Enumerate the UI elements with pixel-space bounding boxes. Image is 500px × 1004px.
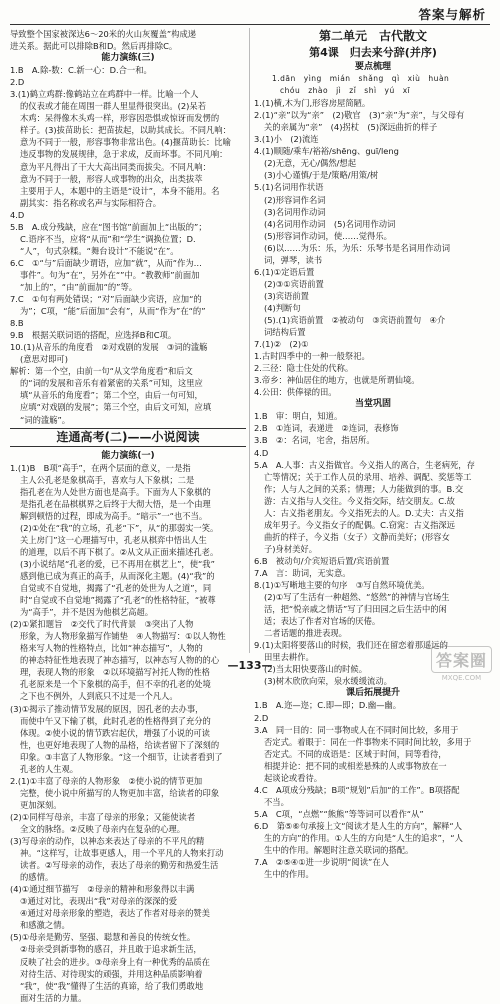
text-line: 3.A 同一目的：同一事物或人在不同时间比较，多用于 bbox=[254, 724, 459, 735]
text-line: (2)③①宾语前置 bbox=[264, 278, 324, 289]
text-line: 填“从音乐的角度看”；第二个空，由后一句可知， bbox=[20, 390, 203, 401]
text-line: 意为不同于一般，形容事物非常出色。(4)揠苗助长：比喻 bbox=[20, 137, 231, 148]
text-line: 解析：第一个空，由前一句“从文学角度看”和后文 bbox=[10, 366, 193, 377]
text-line: (4)①通过细节描写 ②母亲的精神和形象得以丰满 bbox=[10, 884, 195, 895]
text-line: (4)判断句 bbox=[264, 302, 301, 313]
text-line: 第二单元 古代散文 bbox=[318, 29, 427, 43]
text-line: “词的滥觞”。 bbox=[20, 414, 71, 425]
text-line: 2.D bbox=[254, 712, 269, 723]
text-line: 1.B A.迩—迩；C.即—即；D.幽—幽。 bbox=[254, 700, 402, 711]
text-line: 1.B 审：明白，知道。 bbox=[254, 411, 343, 422]
text-line: 对待生活、对待现实的顽强，并用这种品质影响着 bbox=[20, 968, 203, 979]
text-line: 6.C ①“与”后面缺少谓语，应加“就”，从而“作为… bbox=[10, 257, 202, 268]
text-line: 的“词的发展和音乐有着紧密的关系”可知，这里应 bbox=[20, 378, 203, 389]
text-line: 10.(1)从音乐的角度看 ②对戏剧的发展 ③词的滥觞 bbox=[10, 342, 208, 353]
text-line: 5.B A.成分残缺，应在“图书馆”前面加上“出版的”； bbox=[10, 221, 207, 232]
text-line: 5.A C项，“点燃”“熊熊”等等词可以看作“从” bbox=[254, 808, 424, 819]
left-column bbox=[10, 28, 246, 1004]
text-line: (5)形容词作动词，使……觉得乐。 bbox=[264, 230, 392, 241]
text-line: 是指孔老在品棋棋界之后终于大彻大悟，是一个由理 bbox=[20, 498, 211, 509]
text-line: 副其实：指名称或名声与实际相符合。 bbox=[20, 197, 162, 208]
text-line: 词，弹琴，读书 bbox=[264, 254, 323, 265]
text-line: 意为不同于一般，形容人或事物的出众，出类拔萃 bbox=[20, 173, 203, 184]
text-line: 为”；C项，“能”后面加“会有”，从而“作为”在“的” bbox=[20, 306, 206, 317]
text-line: 读者。②写母亲的动作，表达了母亲的勤劳和热爱生活 bbox=[20, 860, 219, 871]
text-line: 起谈论或看待。 bbox=[264, 772, 323, 783]
text-line: 8.(1)①写晰地主要的句序 ③写自然环境优美。 bbox=[254, 580, 430, 591]
text-line: (6)以……为乐：乐，为乐：乐琴书是名词用作动词 bbox=[264, 242, 450, 253]
text-line: “我”，使“我”懂得了生活的真谛，给了我们勇敢地 bbox=[20, 980, 204, 991]
text-line: 4.C A项成分残缺；B项“规划”后加“的工作”。B项搭配 bbox=[254, 784, 460, 795]
text-line: 成年男子。今义指女子的配偶。C.窃窕：古义指深远 bbox=[264, 519, 455, 530]
text-line: 9.B 根据关联词语的搭配，应选择B和C项。 bbox=[10, 330, 177, 341]
text-line: ③通过对比，表现出“我”对母亲的深深的爱 bbox=[20, 896, 178, 907]
text-line: 完整，使小说中所描写的人物更加丰富，给读者的印象 bbox=[20, 787, 220, 798]
text-line: 6.B 被动句/介宾短语后置/宾语前置 bbox=[254, 555, 390, 566]
text-line: (3)名词用作动词 bbox=[264, 206, 326, 217]
text-line: (2)当太阳快要落山的时候。 bbox=[264, 664, 368, 675]
text-line: 否定式。不同的成语是：区域于时间，同等看待， bbox=[264, 748, 447, 759]
header-rule bbox=[10, 24, 490, 25]
text-line: (5).(1)宾语前置 ②被动句 ③宾语前置句 ④介 bbox=[264, 314, 446, 325]
text-line: C.语序不当，应将“从而”和“学生”调换位置；D. bbox=[20, 233, 196, 244]
text-line: 反映了社会的进步。③母亲身上有一种优秀的品质在 bbox=[20, 956, 210, 967]
text-line: 6.D 第⑤⑥句承接上文“阅读才是人生的方向”，解释“人 bbox=[254, 820, 463, 831]
text-line: 人：古义指老朋友。今义指死去的人。D.丈夫：古义指 bbox=[264, 507, 464, 518]
text-line: 事件”。句为“在”，另外在“”中。“教教师”前面加 bbox=[20, 269, 200, 280]
text-line: 亡等情况；关于工作人员的录用、培养、调配、奖惩等工 bbox=[264, 471, 472, 482]
text-line: 为“高手”，并不是因为他棋艺高超。 bbox=[20, 607, 154, 618]
text-line: 否定式。着眼于：同在一件事物来不同时间比较，多用于 bbox=[264, 736, 472, 747]
column-divider bbox=[249, 28, 250, 653]
text-line: 关上房门”这一心理描写中，孔老从棋弈中悟出人生 bbox=[20, 534, 207, 545]
text-line: 3.(1)小 (2)流连 bbox=[254, 134, 319, 145]
text-line: 活，把“悦亲戚之情话”写了归田园之后生活中的闲 bbox=[264, 604, 447, 615]
text-line: 6.(1)①定语后置 bbox=[254, 266, 315, 277]
text-line: (3)小心谨慎/于是/策略/用策/树 bbox=[264, 170, 379, 181]
text-line: 自觉或不自觉地，揭露了“孔老的处世为人之道”，同 bbox=[20, 583, 212, 594]
text-line: 7.A ②⑤④①进一步说明“阅读”在人 bbox=[254, 857, 389, 868]
text-line: 面对生活的力量。 bbox=[20, 992, 87, 1003]
text-line: 4.(1)顺随/乘车/裕裕/shēng、guī/leng bbox=[254, 146, 399, 157]
text-line: 田里去耕作。 bbox=[264, 652, 314, 663]
text-line: 能力演练(一) bbox=[101, 450, 155, 461]
text-line: (5)①母亲是勤劳、坚强、聪慧和善良的传统女性。 bbox=[10, 932, 196, 943]
text-line: (4)名词用作动词 (5)名词用作动词 bbox=[264, 218, 396, 229]
text-line: 样子。(3)拔苗助长：把苗拔起，以助其成长。不同凡响： bbox=[20, 125, 231, 136]
text-line: “人”，句式杂糅。“舞台设计”不能说“在”。 bbox=[20, 245, 179, 256]
text-line: 体现。②使小说的情节跌宕起伏，增强了小说的可读 bbox=[20, 727, 210, 738]
text-line: 不当。 bbox=[264, 796, 289, 807]
text-line: 的感情。 bbox=[20, 872, 54, 883]
text-line: (3)树木欣欣向荣，泉水缓缓流动。 bbox=[264, 676, 392, 687]
text-line: 第4课 归去来兮辞(并序) bbox=[309, 46, 437, 59]
text-line: 1.古时四季中的一种一般祭祀。 bbox=[254, 351, 370, 362]
text-line: 时“自觉或不自觉地”揭露了“孔老”的性格特征，“被尊 bbox=[20, 595, 216, 606]
header-title: 答案与解析 bbox=[418, 7, 486, 22]
text-line: ④通过对母亲形象的塑造，表达了作者对母亲的赞美 bbox=[20, 908, 210, 919]
text-line: 更加深刻。 bbox=[20, 799, 62, 810]
text-line: 1.(1)横,木为门,形容房屋简陋。 bbox=[254, 98, 371, 109]
text-line: 理，表现人物的形象 ②以环境描写衬托人物的性格 bbox=[20, 667, 210, 678]
text-line: (意思对即可) bbox=[20, 354, 68, 365]
text-line: 1.(1)B B项“高手”，在两个层面的意义，一是指 bbox=[10, 462, 191, 473]
text-line: 3.帝乡：神仙居住的地方，也就是所谓仙境。 bbox=[254, 375, 420, 386]
text-line: 关的亲属为“亲” (4)拐杖 (5)深远曲折的样子 bbox=[264, 122, 438, 133]
text-line: 导致整个国家被深达6～20米的火山灰覆盖”构成递 bbox=[10, 29, 197, 39]
text-line: 词结构后置 bbox=[264, 327, 306, 338]
text-line: 课后拓展提升 bbox=[345, 688, 400, 699]
text-line: 2.三径：隐士住处的代称。 bbox=[254, 363, 354, 374]
text-line: (3)写母亲的动作，以神态来表达了母亲的不平凡的精 bbox=[10, 836, 205, 847]
text-line: 7.A 言：助词，无实意。 bbox=[254, 567, 351, 578]
text-line: 格来写人物的性格特点，比如“神态描写”，人物的 bbox=[20, 643, 203, 654]
text-line: 形象，为人物形象描写作铺垫 ④人物描写：①以人物性 bbox=[20, 631, 226, 642]
text-line: 相提并论：把不同的或相差悬殊的人或事物放在一 bbox=[264, 760, 447, 771]
text-line: 主要用于人，本题中的主语是“设计”，本身不能用。名 bbox=[20, 185, 220, 196]
text-line: 性，也更好地表现了人物的品格，给读者留下了深刻的 bbox=[20, 739, 220, 750]
text-line: ②母亲受到新事物的感召，并且敢于追求新生活， bbox=[20, 944, 202, 955]
text-line: 生的方向”的作用。①人生的方向是“人生的追求”，“人 bbox=[264, 833, 463, 843]
text-line: 二者话题的推进表现。 bbox=[264, 628, 347, 639]
text-line: 感到他已成为真正的高手，从而深化主题。(4)“我”的 bbox=[20, 571, 215, 582]
text-line: 5.A A.人事：古义指做官。今义指人的离合，生老病死，存 bbox=[254, 459, 475, 470]
text-line: 3.(1)鹤立鸡群:像鹤站立在鸡群中一样。比喻一个人 bbox=[10, 89, 199, 100]
text-line: 连通高考(二)——小说阅读 bbox=[10, 428, 246, 447]
right-column bbox=[254, 28, 492, 880]
text-line: 4.D bbox=[254, 447, 269, 458]
text-line: 孔老原来是一个下象棋的高手，但不幸的孔老的处境 bbox=[20, 679, 211, 690]
text-line: 曲折的样子，今义指（女子）文静而美好；(形容女 bbox=[264, 531, 450, 542]
text-line: 当堂巩固 bbox=[354, 399, 391, 410]
text-line: 1.B A.除-数：C.新一心：D.合一和。 bbox=[10, 65, 152, 76]
text-line: 的神态特征性地表现了神态描写，以神态写人物的的心 bbox=[20, 655, 220, 666]
text-line: 7.C ①句有两处错误；“对”后面缺少宾语，应加“的 bbox=[10, 294, 202, 305]
text-line: 要点梳理 bbox=[354, 62, 391, 72]
text-line: 子)身材美好。 bbox=[264, 543, 318, 554]
text-line: chóu zhào jì zǐ shì yú xī bbox=[272, 86, 411, 96]
text-line: 生中的作用。 bbox=[264, 869, 314, 880]
text-line: (3)①揭示了推动情节发展的原因，因孔老的去办事， bbox=[10, 703, 204, 714]
text-line: 印象。③丰富了人物形象。“这一个细节，让读者看到了 bbox=[20, 751, 223, 762]
text-line: 意为平凡得出了干大大高出同类而拔尖。不同凡响： bbox=[20, 161, 211, 172]
text-line: 木鸡：呆得像木头鸡一样，形容因恐惧或惊讶而发愣的 bbox=[20, 113, 220, 124]
text-line: 2.(1)“亲”以为“亲” (2)敬官 (3)“亲”为“亲”，与父母有 bbox=[254, 110, 465, 121]
text-line: 应填“对戏剧的发展”；第三个空，由后文可知，应填 bbox=[20, 402, 212, 413]
text-line: (3)小说结尾“孔老的爱，已不再用在棋艺上”，使“我” bbox=[20, 558, 215, 569]
text-line: 作；人与人之间的关系；情理；人力能做到的事。B.交 bbox=[264, 483, 464, 494]
watermark-logo: 答案圈 MXQE.COM bbox=[431, 646, 492, 682]
text-line: (2)无意，无心/偶然/想起 bbox=[264, 158, 357, 169]
text-line: “加上的”，“由”前面加“的”等。 bbox=[20, 281, 138, 292]
text-line: 2.(1)①丰富了母亲的人物形象 ②使小说的情节更加 bbox=[10, 775, 203, 786]
text-line: 之下也不例外，人到底只不过是一个凡人。 bbox=[20, 691, 178, 702]
text-line: 的仪表或才能在周围一群人里显得很突出。(2)呆若 bbox=[20, 101, 206, 112]
text-line: 孔老的人生观。 bbox=[20, 763, 79, 774]
text-line: 能力演练(三) bbox=[101, 53, 155, 64]
text-line: 7.(1)② (2)① bbox=[254, 339, 309, 350]
text-line: 1.dān yìng mián shǎng qì xiù huàn bbox=[272, 74, 450, 84]
text-line: 神。“这样写，让故事更感人，用一个平凡的人物来打动 bbox=[20, 848, 224, 859]
text-line: 游：古义指与人交往。今义指交际，结交朋友。C.故 bbox=[264, 495, 455, 506]
text-line: 2.D bbox=[10, 77, 25, 88]
text-line: 生中的作用。解题时注意关联词的搭配。 bbox=[264, 845, 414, 856]
text-line: (3)宾语前置 bbox=[264, 290, 309, 301]
text-line: (2)①处在“我”的立场，孔老“下”，从“的那弱实一笑。 bbox=[20, 522, 219, 533]
text-line: 4.D bbox=[10, 209, 25, 220]
text-line: 违反事物的发展规律，急于求成，反而坏事。不同凡响： bbox=[20, 149, 228, 160]
text-line: (2)形容词作名词 bbox=[264, 194, 326, 205]
text-line: 而使中午又下输了棋，此时孔老的性格得到了充分的 bbox=[20, 715, 211, 726]
text-line: 适；表达了作者对官场的厌倦。 bbox=[264, 616, 381, 627]
text-line: 和感激之情。 bbox=[20, 920, 70, 931]
text-line: 指孔老在为人处世方面也是高手。下面为人下象棋的 bbox=[20, 486, 211, 497]
text-line: (2)①同样写母亲，丰富了母亲的形象；又能使读者 bbox=[10, 811, 196, 822]
text-line: 进关系。据此可以排除B和D。然后再排除C。 bbox=[10, 41, 178, 52]
text-line: (2)①紧扣题旨 ②交代了时代背景 ③突出了人物 bbox=[10, 619, 194, 630]
text-line: (2)①写了生活有一种超然、“悠然”的神情与官场生 bbox=[264, 592, 450, 603]
text-line: 主人公孔老是象棋高手，喜欢与人下象棋；二是 bbox=[20, 474, 195, 485]
text-line: 2.B ①连词，表递进 ②连词，表修饰 bbox=[254, 423, 399, 434]
text-line: 的道理，以后不再下棋了。②从文从正面来描述孔老。 bbox=[20, 546, 219, 557]
text-line: 4.公田：供俸禄的田。 bbox=[254, 387, 337, 398]
text-line: 3.B ②：名词，宅舍，指居所。 bbox=[254, 435, 375, 446]
page-number: —133— bbox=[227, 659, 273, 672]
text-line: 5.(1)名词用作状语 bbox=[254, 182, 324, 193]
text-line: 8.B bbox=[10, 318, 24, 329]
text-line: 解到顿悟的过程，即成为高手。“暗示”一“也不当。 bbox=[20, 510, 208, 521]
text-line: 9.(1)太阳将要落山的时候，我们还在留恋着那遥远的 bbox=[254, 640, 448, 651]
text-line: 全文的脉络。②反映了母亲内在复杂的心理。 bbox=[20, 824, 186, 834]
